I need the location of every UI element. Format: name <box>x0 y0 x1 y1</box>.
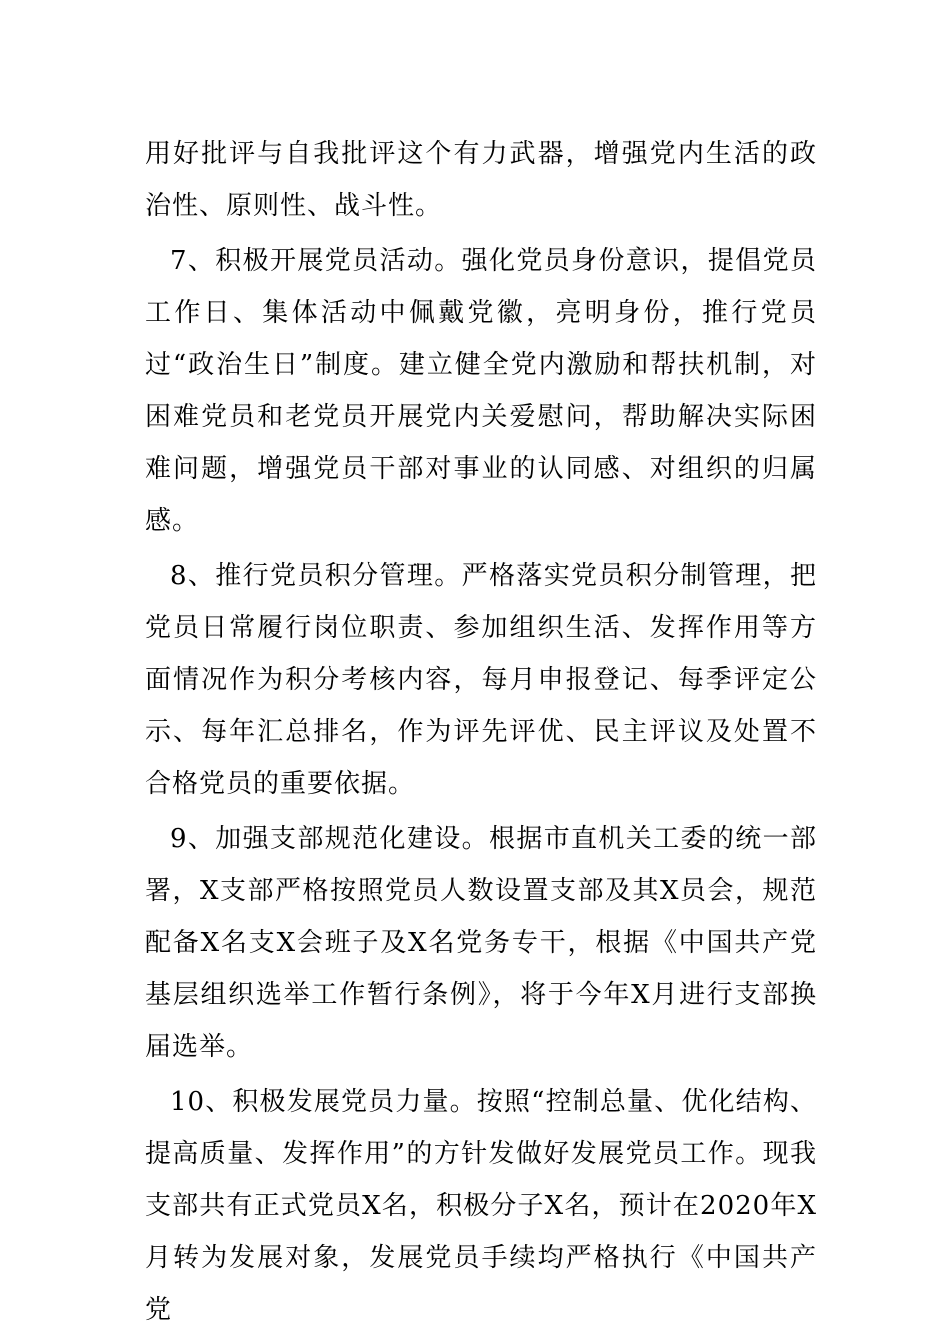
paragraph-item-8: 8、推行党员积分管理。严格落实党员积分制管理，把党员日常履行岗位职责、参加组织生活、发挥作用等方面情况作为积分考核内容，每月申报登记、每季评定公示、每年汇总排名，作为评先评优、民主评议及处置不合格党员的重要依据。 <box>145 561 817 799</box>
paragraph-item-9: 9、加强支部规范化建设。根据市直机关工委的统一部署，X支部严格按照党员人数设置支部及其X员会，规范配备X名支X会班子及X名党务专干，根据《中国共产党基层组织选举工作暂行条例》，将于今年X月进行支部换届选举。 <box>145 824 817 1062</box>
document-body <box>145 128 817 1339</box>
paragraph-item-7: 7、积极开展党员活动。强化党员身份意识，提倡党员工作日、集体活动中佩戴党徽，亮明身份，推行党员过“政治生日”制度。建立健全党内激励和帮扶机制，对困难党员和老党员开展党内关爱慰问，帮助解决实际困难问题，增强党员干部对事业的认同感、对组织的归属感。 <box>145 246 817 536</box>
paragraph-item-10: 10、积极发展党员力量。按照“控制总量、优化结构、提高质量、发挥作用”的方针发做好发展党员工作。现我支部共有正式党员X名，积极分子X名，预计在2020年X月转为发展对象，发展党员手续均严格执行《中国共产党 <box>145 1087 817 1325</box>
paragraph-continuation: 用好批评与自我批评这个有力武器，增强党内生活的政治性、原则性、战斗性。 <box>145 139 817 221</box>
